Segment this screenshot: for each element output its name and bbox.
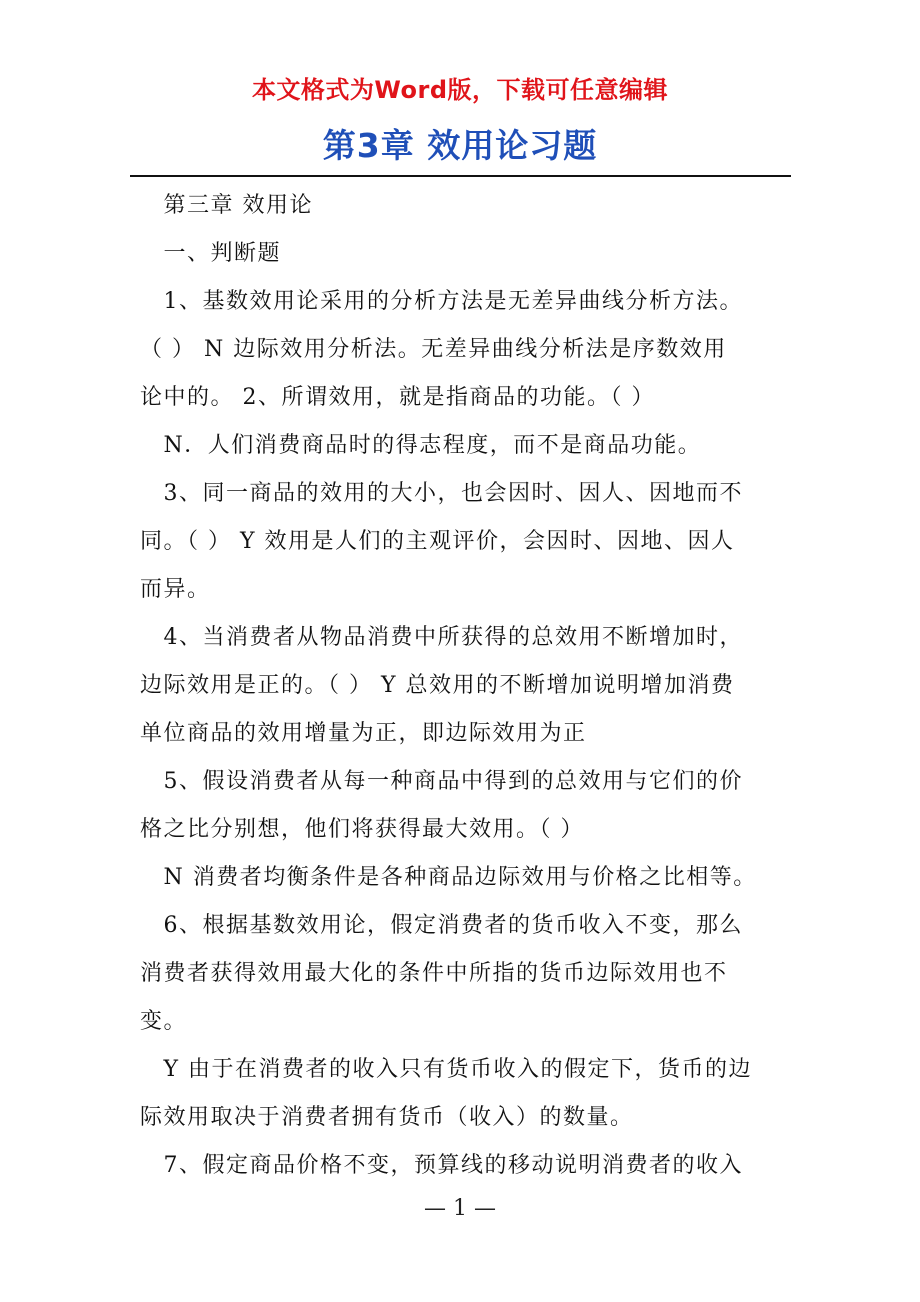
text-line: 7、假定商品价格不变，预算线的移动说明消费者的收入	[140, 1153, 743, 1178]
text-line: （ ） N 边际效用分析法。无差异曲线分析法是序数效用	[140, 337, 727, 362]
text-line: 论中的。 2、所谓效用，就是指商品的功能。（ ）	[140, 385, 655, 410]
document-body	[140, 186, 790, 1194]
text-line: 消费者获得效用最大化的条件中所指的货币边际效用也不	[140, 961, 728, 986]
page-number: — 1 —	[424, 1196, 496, 1221]
text-line: Y 由于在消费者的收入只有货币收入的假定下，货币的边	[140, 1057, 753, 1082]
text-line: 单位商品的效用增量为正，即边际效用为正	[140, 721, 587, 746]
format-notice-banner: 本文格式为Word版，下载可任意编辑	[251, 76, 669, 104]
text-line: 格之比分别想，他们将获得最大效用。（ ）	[140, 817, 584, 842]
text-line: N 消费者均衡条件是各种商品边际效用与价格之比相等。	[140, 865, 757, 890]
text-line: 3、同一商品的效用的大小，也会因时、因人、因地而不	[140, 481, 743, 506]
document-title: 第3章 效用论习题	[322, 126, 598, 165]
text-line: 同。（ ） Y 效用是人们的主观评价，会因时、因地、因人	[140, 529, 735, 554]
text-line: 变。	[140, 1009, 188, 1034]
text-line: N．人们消费商品时的得志程度，而不是商品功能。	[140, 433, 702, 458]
text-line: 际效用取决于消费者拥有货币（收入）的数量。	[140, 1105, 634, 1130]
text-line: 一、判断题	[140, 241, 282, 266]
text-line: 第三章 效用论	[140, 193, 313, 218]
text-line: 边际效用是正的。（ ） Y 总效用的不断增加说明增加消费	[140, 673, 735, 698]
text-line: 5、假设消费者从每一种商品中得到的总效用与它们的价	[140, 769, 743, 794]
title-divider	[130, 175, 791, 177]
text-line: 1、基数效用论采用的分析方法是无差异曲线分析方法。	[140, 289, 743, 314]
text-line: 而异。	[140, 577, 211, 602]
text-line: 4、当消费者从物品消费中所获得的总效用不断增加时，	[140, 625, 743, 650]
text-line: 6、根据基数效用论，假定消费者的货币收入不变，那么	[140, 913, 743, 938]
